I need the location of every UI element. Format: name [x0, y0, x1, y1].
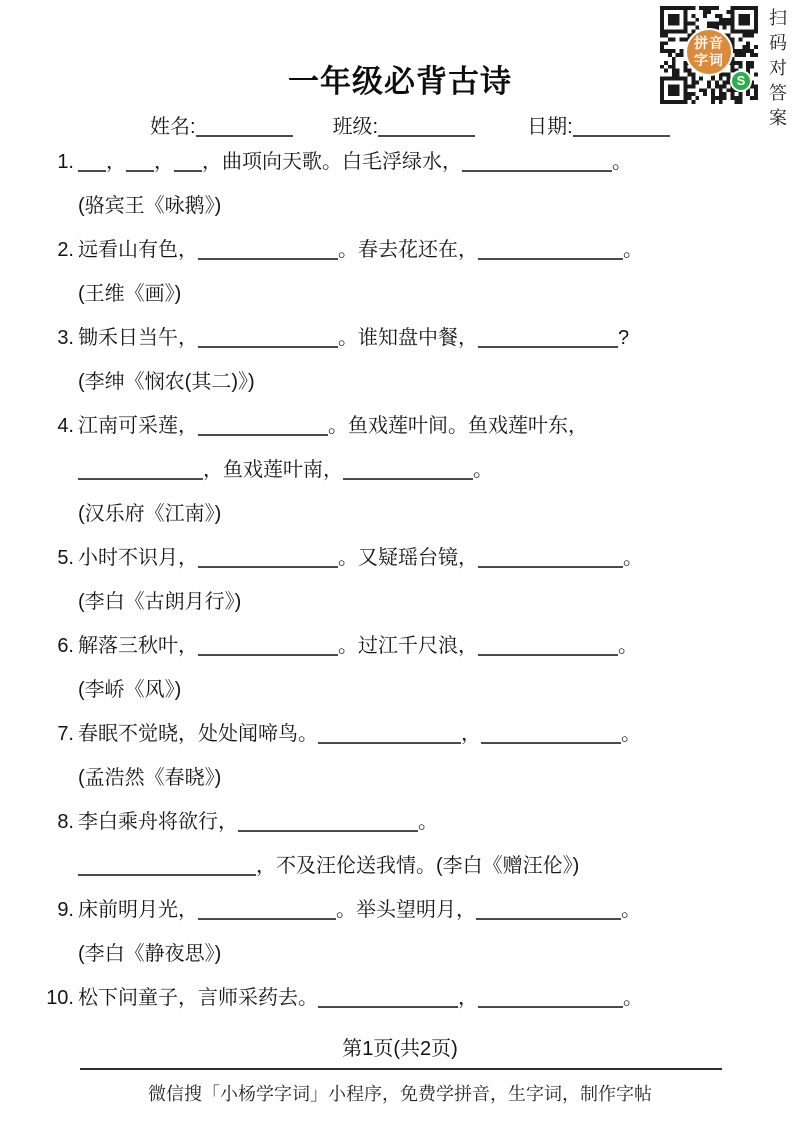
poem-item [0, 800, 800, 888]
poem-text: 锄禾日当午， [78, 327, 198, 349]
item-number: 2. [57, 239, 74, 261]
answer-blank[interactable] [238, 818, 418, 832]
header-field-label: 日期: [527, 116, 573, 138]
poem-text: ， [106, 151, 126, 173]
poem-text: (李峤《风》) [78, 679, 182, 701]
poem-text: (李白《古朗月行》) [78, 591, 242, 613]
poem-item [0, 888, 800, 976]
answer-blank[interactable] [198, 422, 328, 436]
header-field-label: 姓名: [150, 116, 196, 138]
item-number: 10. [46, 987, 74, 1009]
poem-line [0, 844, 800, 888]
poem-line [0, 668, 800, 712]
page-number: 第1页(共2页) [342, 1038, 458, 1060]
poem-item [0, 316, 800, 404]
item-number: 3. [57, 327, 74, 349]
poem-item [0, 404, 800, 536]
answer-blank[interactable] [462, 158, 612, 172]
poem-line [0, 932, 800, 976]
poem-item [0, 712, 800, 800]
header-field-blank[interactable] [573, 121, 670, 137]
poem-text: ， [458, 987, 478, 1009]
header-field-blank[interactable] [378, 121, 475, 137]
answer-blank[interactable] [198, 554, 338, 568]
poem-line [0, 184, 800, 228]
header-field [333, 110, 476, 139]
poem-item [0, 140, 800, 228]
poem-text: 。 [618, 635, 638, 657]
poem-line [0, 316, 800, 360]
footer-divider [80, 1068, 722, 1070]
poem-line [0, 536, 800, 580]
poem-text: 远看山有色， [78, 239, 198, 261]
item-number: 7. [57, 723, 74, 745]
qr-badge-line1: 拼音 [694, 34, 724, 51]
answer-blank[interactable] [478, 334, 618, 348]
poem-line [0, 272, 800, 316]
worksheet-items [0, 140, 800, 1020]
poem-line [0, 624, 800, 668]
answer-blank[interactable] [343, 466, 473, 480]
poem-item [0, 624, 800, 712]
poem-line [0, 712, 800, 756]
poem-text: 小时不识月， [78, 547, 198, 569]
scan-for-answers-label: 扫码对答案 [767, 8, 787, 133]
poem-text: 。 [621, 723, 641, 745]
poem-text: 。举头望明月， [336, 899, 476, 921]
poem-line [0, 888, 800, 932]
poem-text: 解落三秋叶， [78, 635, 198, 657]
poem-text: 床前明月光， [78, 899, 198, 921]
item-number: 6. [57, 635, 74, 657]
poem-text: (孟浩然《春晓》) [78, 767, 222, 789]
poem-text: 李白乘舟将欲行， [78, 811, 238, 833]
poem-item [0, 536, 800, 624]
poem-line [0, 756, 800, 800]
header-field-blank[interactable] [196, 121, 293, 137]
poem-text: 江南可采莲， [78, 415, 198, 437]
answer-blank[interactable] [318, 994, 458, 1008]
poem-line [0, 492, 800, 536]
item-number: 4. [57, 415, 74, 437]
item-number: 1. [57, 151, 74, 173]
item-number: 5. [57, 547, 74, 569]
header-field [527, 110, 670, 139]
poem-item [0, 976, 800, 1020]
poem-text: (李白《静夜思》) [78, 943, 222, 965]
answer-blank[interactable] [198, 642, 338, 656]
poem-text: 春眠不觉晓，处处闻啼鸟。 [78, 723, 318, 745]
page-title: 一年级必背古诗 [288, 64, 512, 99]
poem-text: ， [461, 723, 481, 745]
answer-blank[interactable] [198, 334, 338, 348]
poem-text: 。 [621, 899, 641, 921]
poem-text: (汉乐府《江南》) [78, 503, 222, 525]
poem-text: ，不及汪伦送我情。(李白《赠汪伦》) [256, 855, 580, 877]
poem-text: ，鱼戏莲叶南， [203, 459, 343, 481]
poem-text: 。过江千尺浪， [338, 635, 478, 657]
poem-line [0, 448, 800, 492]
item-number: 8. [57, 811, 74, 833]
poem-line [0, 800, 800, 844]
poem-text: 。又疑瑶台镜， [338, 547, 478, 569]
poem-text: 。谁知盘中餐， [338, 327, 478, 349]
answer-blank[interactable] [78, 466, 203, 480]
poem-text: (王维《画》) [78, 283, 182, 305]
poem-line [0, 360, 800, 404]
answer-blank[interactable] [198, 246, 338, 260]
poem-text: 。 [418, 811, 438, 833]
answer-blank[interactable] [198, 906, 336, 920]
poem-text: 。 [623, 239, 643, 261]
answer-blank[interactable] [478, 246, 623, 260]
answer-blank[interactable] [481, 730, 621, 744]
answer-blank[interactable] [78, 158, 106, 172]
answer-blank[interactable] [174, 158, 202, 172]
header-field-label: 班级: [332, 116, 379, 138]
poem-line [0, 140, 800, 184]
qr-badge-line2: 字词 [694, 52, 724, 68]
poem-line [0, 580, 800, 624]
poem-item [0, 228, 800, 316]
poem-line [0, 976, 800, 1020]
poem-text: (李绅《悯农(其二)》) [78, 371, 255, 393]
poem-line [0, 228, 800, 272]
answer-blank[interactable] [478, 642, 618, 656]
poem-text: ? [618, 327, 630, 349]
poem-text: 。 [612, 151, 632, 173]
poem-text: 松下问童子，言师采药去。 [78, 987, 318, 1009]
header-field [150, 110, 293, 139]
answer-blank[interactable] [478, 554, 623, 568]
poem-text: (骆宾王《咏鹅》) [78, 195, 222, 217]
header-fields [150, 110, 710, 139]
answer-blank[interactable] [318, 730, 461, 744]
answer-blank[interactable] [78, 862, 256, 876]
poem-line [0, 404, 800, 448]
poem-text: ， [154, 151, 174, 173]
poem-text: 。春去花还在， [338, 239, 478, 261]
poem-text: 。 [623, 987, 643, 1009]
footer-note: 微信搜「小杨学字词」小程序，免费学拼音，生字词，制作字帖 [148, 1084, 652, 1104]
answer-blank[interactable] [126, 158, 154, 172]
poem-text: 。 [473, 459, 493, 481]
item-number: 9. [57, 899, 74, 921]
answer-blank[interactable] [478, 994, 623, 1008]
mini-program-icon: S [730, 70, 752, 92]
poem-text: ，曲项向天歌。白毛浮绿水， [202, 151, 462, 173]
answer-blank[interactable] [476, 906, 621, 920]
poem-text: 。鱼戏莲叶间。鱼戏莲叶东， [328, 415, 588, 437]
poem-text: 。 [623, 547, 643, 569]
